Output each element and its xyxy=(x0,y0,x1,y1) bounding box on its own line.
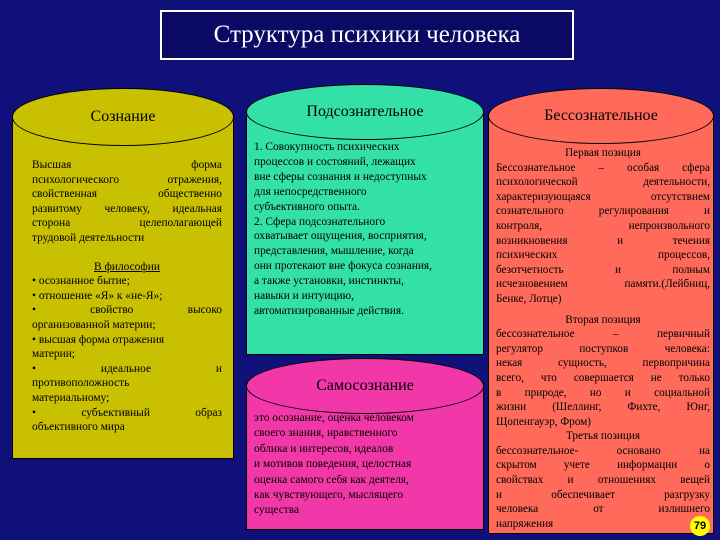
text-line: и обеспечивает разгрузку xyxy=(496,488,710,501)
subconscious-text xyxy=(254,140,480,319)
text-line: и мотивов поведения, целостная xyxy=(254,458,412,471)
text-line: скрытом учете информации о xyxy=(496,459,710,472)
text-line: психических процессов, xyxy=(496,249,710,262)
text-line: существа xyxy=(254,504,300,517)
text-line: сторона целеполагающей xyxy=(32,217,222,230)
text-line: психологического отражения, xyxy=(32,173,222,186)
text-line: процессов и состояний, лежащих xyxy=(254,155,416,168)
text-line: некая сущность, первопричина xyxy=(496,357,710,370)
text-line: свойствах и отношениях вещей xyxy=(496,474,710,487)
text-line: Щопенгауэр, Фром) xyxy=(496,415,592,428)
text-line: • отношение «Я» к «не-Я»; xyxy=(32,289,163,302)
philosophy-heading: В философии xyxy=(94,260,160,273)
text-line: 2. Сфера подсознательного xyxy=(254,215,386,228)
text-line: сознательного регулирования и xyxy=(496,205,710,218)
text-line: всего, что совершается не только xyxy=(496,371,710,384)
text-line: вне сферы сознания и недоступных xyxy=(254,170,427,183)
text-line: облика и интересов, идеалов xyxy=(254,442,394,455)
text-line: • высшая форма отражения xyxy=(32,333,165,346)
text-line: противоположность xyxy=(32,377,130,390)
text-line: субъективного опыта. xyxy=(254,200,360,213)
text-line: Высшая форма xyxy=(32,159,222,171)
text-line: материальному; xyxy=(32,391,110,404)
text-line: контроля, непроизвольного xyxy=(496,219,710,232)
text-line: трудовой деятельности xyxy=(32,231,145,244)
text-line: характеризующаяся отсутствием xyxy=(496,190,710,203)
text-line: представления, мышление, когда xyxy=(254,245,414,258)
text-line: • субъективный образ xyxy=(32,406,222,419)
text-line: 1. Совокупность психических xyxy=(254,141,400,153)
text-line: материи; xyxy=(32,348,75,361)
text-line: это осознание, оценка человеком xyxy=(254,412,414,424)
text-line: в природе, но и социальной xyxy=(496,386,710,399)
text-line: • идеальное и xyxy=(32,362,222,375)
text-line: бессознательное – первичный xyxy=(496,328,710,341)
text-line: своего знания, нравственного xyxy=(254,427,398,440)
text-line: навыки и интуицию, xyxy=(254,290,354,303)
text-line: оценка самого себя как деятеля, xyxy=(254,473,409,486)
text-line: для непосредственного xyxy=(254,185,367,198)
text-line: Бенке, Лотце) xyxy=(496,292,562,305)
text-line: как чувствующего, мыслящего xyxy=(254,489,404,502)
text-line: развитому человеку, идеальная xyxy=(32,202,222,215)
selfawareness-header: Самосознание xyxy=(246,358,484,414)
text-line: а также установки, инстинкты, xyxy=(254,275,404,288)
position-1-heading: Первая позиция xyxy=(565,147,641,159)
text-line: • свойство высоко xyxy=(32,304,222,317)
position-3-heading: Третья позиция xyxy=(565,430,640,443)
text-line: охватывает ощущения, восприятия, xyxy=(254,230,427,243)
page-title: Структура психики человека xyxy=(160,10,574,60)
selfawareness-text xyxy=(254,411,480,519)
page-number: 79 xyxy=(690,516,710,536)
position-2-heading: Вторая позиция xyxy=(565,313,641,326)
text-line: они протекают вне фокуса сознания, xyxy=(254,260,433,273)
text-line: бессознательное- основано на xyxy=(496,444,710,457)
text-line: исчезновением памяти.(Лейбниц, xyxy=(496,278,710,291)
text-line: Бессознательное – особая сфера xyxy=(496,161,710,174)
text-line: психологической деятельности, xyxy=(496,176,710,189)
consciousness-header: Сознание xyxy=(12,88,234,146)
unconscious-header: Бессознательное xyxy=(488,88,714,144)
text-line: напряжения xyxy=(496,517,554,530)
unconscious-text xyxy=(496,146,710,531)
text-line: автоматизированные действия. xyxy=(254,304,404,317)
text-line: объективного мира xyxy=(32,421,125,434)
text-line: регулятор поступков человека: xyxy=(496,342,710,355)
text-line: жизни (Шеллинг, Фихте, Юнг, xyxy=(496,401,710,414)
text-line: свойственная общественно xyxy=(32,188,222,201)
text-line: возникновения и течения xyxy=(496,234,710,247)
text-line: безотчетность и полным xyxy=(496,263,710,276)
text-line: • осознанное бытие; xyxy=(32,275,130,288)
text-line: организованной материи; xyxy=(32,318,156,331)
subconscious-header: Подсознательное xyxy=(246,84,484,140)
text-line: человека от излишнего xyxy=(496,503,710,516)
consciousness-text xyxy=(32,158,222,435)
